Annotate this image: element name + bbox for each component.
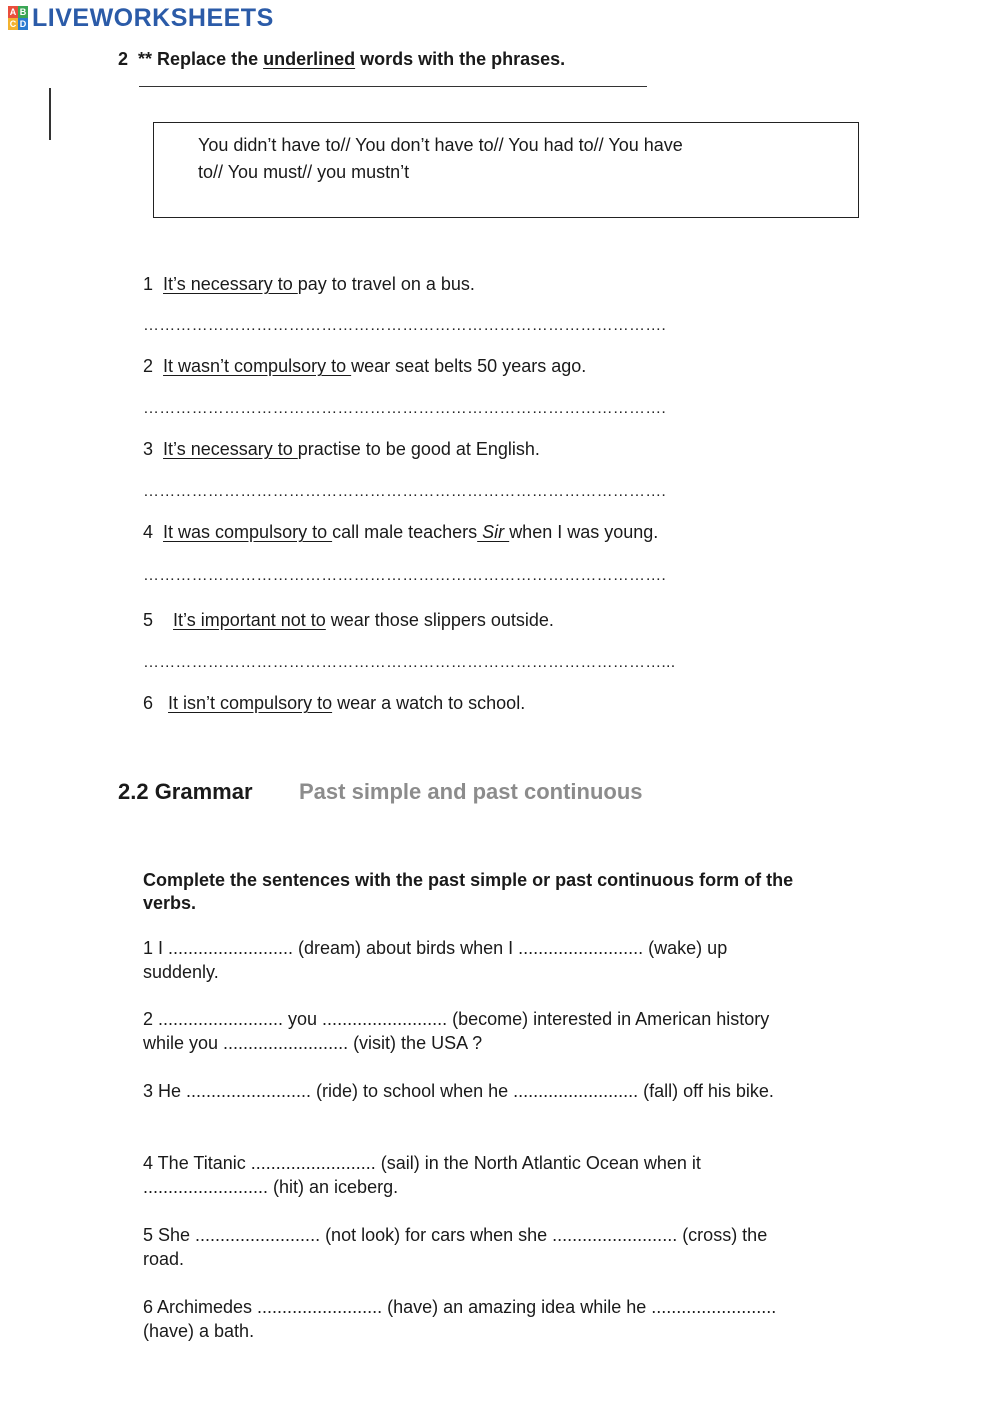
exercise-item-2 [143,355,586,377]
title-divider [139,86,647,87]
exercise-title [118,48,565,70]
logo-letter-d: D [19,19,27,29]
item-underlined-phrase: It’s important not to [173,610,326,630]
item-number: 6 [143,693,154,713]
answer-line-4[interactable]: ……………………………………………………………………………………. [143,567,667,584]
item-number: 3 [143,439,154,459]
answer-line-2[interactable]: ……………………………………………………………………………………. [143,400,667,417]
liveworksheets-logo [8,4,274,32]
item-number: 1 [143,274,154,294]
item-underlined-phrase: It’s necessary to [163,274,298,294]
exercise-title-before: ** Replace the [138,49,264,69]
grammar-sentence-2[interactable]: 2 ......................... you ......................... (become) interested in American history while you ......................... (visit) the USA ? [143,1009,770,1053]
logo-letter-c: C [9,19,17,29]
exercise-item-3 [143,438,540,460]
item-sir: Sir [477,522,510,542]
exercise-title-underlined: underlined [263,49,356,69]
grammar-sentence-5[interactable]: 5 She ......................... (not look) for cars when she ......................... (cross) the road. [143,1225,768,1269]
item-rest: wear a watch to school. [332,693,526,713]
grammar-sentence-6[interactable]: 6 Archimedes ......................... (have) an amazing idea while he ......................... (have) a bath. [143,1297,777,1341]
item-rest: wear seat belts 50 years ago. [351,356,587,376]
grammar-subheading: Past simple and past continuous [299,779,643,804]
logo-text: LIVEWORKSHEETS [32,4,274,32]
phrase-box-line-1: You didn’t have to// You don’t have to// You had to// You have [198,135,683,155]
exercise-title-after: words with the phrases. [355,49,566,69]
item-number: 4 [143,522,154,542]
exercise-item-6 [143,692,525,714]
grammar-sentence-4[interactable]: 4 The Titanic ......................... (sail) in the North Atlantic Ocean when it ......................... (hit) an iceberg. [143,1153,701,1197]
item-rest-a: call male teachers [332,522,478,542]
grammar-sentence-1[interactable]: 1 I ......................... (dream) about birds when I ......................... (wake) up suddenly. [143,938,728,982]
grammar-instruction: Complete the sentences with the past simple or past continuous form of the verbs. [143,870,794,913]
item-rest-b: when I was young. [509,522,659,542]
item-underlined-phrase: It isn’t compulsory to [168,693,333,713]
item-underlined-phrase: It’s necessary to [163,439,298,459]
margin-mark [49,88,51,140]
phrase-box-text [198,132,798,186]
liveworksheets-logo-icon [8,6,28,30]
item-underlined-phrase: It wasn’t compulsory to [163,356,352,376]
grammar-sentence-3[interactable]: 3 He ......................... (ride) to school when he ......................... (fall) off his bike. [143,1081,774,1101]
answer-line-3[interactable]: ……………………………………………………………………………………. [143,483,667,500]
item-number: 5 [143,610,154,630]
logo-letter-a: A [9,7,17,17]
logo-letter-b: B [19,7,27,17]
answer-line-1[interactable]: ……………………………………………………………………………………. [143,317,667,334]
item-underlined-phrase: It was compulsory to [163,522,333,542]
exercise-item-1 [143,273,475,295]
exercise-item-4 [143,521,658,543]
grammar-heading: 2.2 Grammar [118,779,253,804]
item-rest: pay to travel on a bus. [297,274,475,294]
exercise-number: 2 [118,49,129,69]
answer-line-5[interactable]: ……………………………………………………………………………………... [143,654,676,671]
item-number: 2 [143,356,154,376]
item-rest: practise to be good at English. [297,439,540,459]
phrase-box-line-2: to// You must// you mustn’t [198,162,410,182]
exercise-item-5 [143,609,554,631]
item-rest: wear those slippers outside. [325,610,554,630]
